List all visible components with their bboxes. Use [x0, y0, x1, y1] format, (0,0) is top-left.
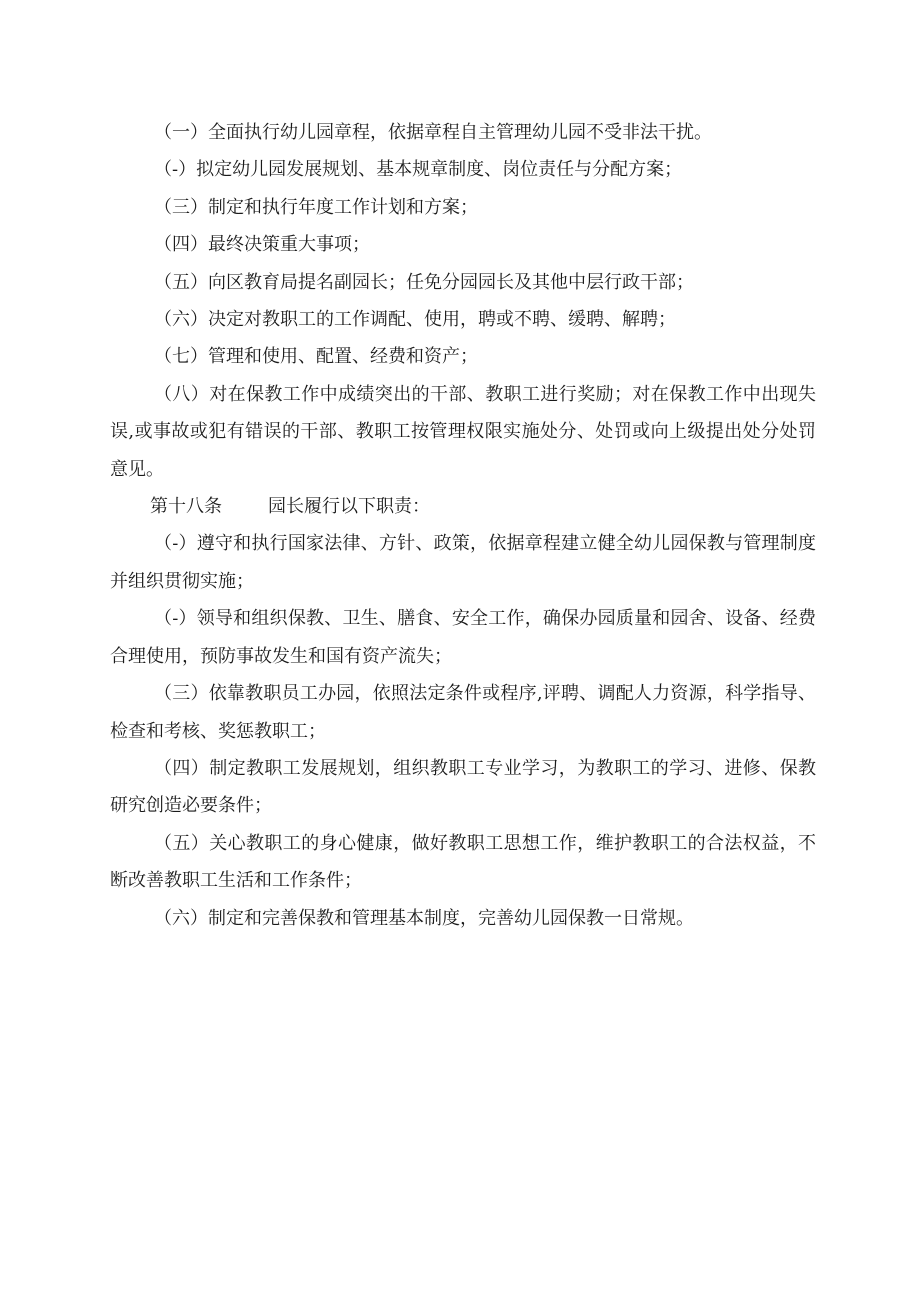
- paragraph-item-3: （三）制定和执行年度工作计划和方案；: [154, 196, 478, 218]
- paragraph-item-6: （六）决定对教职工的工作调配、使用，聘或不聘、缓聘、解聘；: [154, 309, 676, 331]
- duty-item-5: （五）关心教职工的身心健康，做好教职工思想工作，维护教职工的合法权益，不断改善教职工生活和工作条件；: [110, 832, 816, 892]
- document-body: [110, 114, 816, 937]
- paragraph-item-7: （七）管理和使用、配置、经费和资产；: [154, 346, 478, 368]
- paragraph-item-1: （一）全面执行幼儿园章程，依据章程自主管理幼儿园不受非法干扰。: [154, 122, 712, 143]
- paragraph-item-2: （-）拟定幼儿园发展规划、基本规章制度、岗位责任与分配方案；: [154, 159, 683, 181]
- paragraph-item-8: （八）对在保教工作中成绩突出的干部、教职工进行奖励；对在保教工作中出现失误,或事故或犯有错误的干部、教职工按管理权限实施处分、处罚或向上级提出处分处罚意见。: [110, 383, 816, 480]
- article-heading: [110, 488, 816, 525]
- article-title: 园长履行以下职责：: [268, 496, 430, 518]
- article-number: 第十八条: [150, 496, 222, 518]
- duty-item-4: （四）制定教职工发展规划，组织教职工专业学习，为教职工的学习、进修、保教研究创造必要条件；: [110, 757, 816, 817]
- paragraph-item-5: （五）向区教育局提名副园长；任免分园园长及其他中层行政干部；: [154, 271, 694, 293]
- duty-item-6: （六）制定和完善保教和管理基本制度，完善幼儿园保教一日常规。: [154, 907, 694, 929]
- paragraph-item-4: （四）最终决策重大事项；: [154, 234, 370, 256]
- duty-item-3: （三）依靠教职员工办园，依照法定条件或程序,评聘、调配人力资源，科学指导、检查和考核、奖惩教职工；: [110, 683, 816, 742]
- duty-item-1: （-）遵守和执行国家法律、方针、政策，依据章程建立健全幼儿园保教与管理制度并组织贯彻实施；: [110, 533, 816, 592]
- duty-item-2: （-）领导和组织保教、卫生、膳食、安全工作，确保办园质量和园舍、设备、经费合理使用，预防事故发生和国有资产流失；: [110, 608, 816, 667]
